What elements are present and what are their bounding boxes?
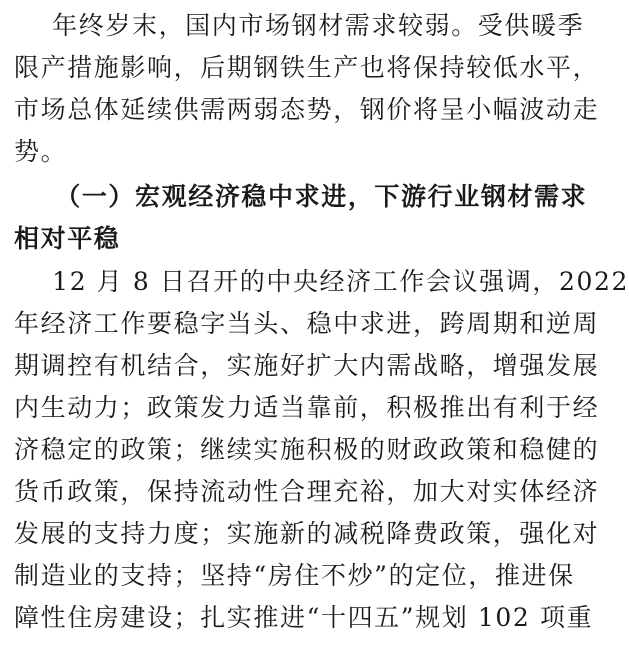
text-line: 济稳定的政策；继续实施积极的财政政策和稳健的 (14, 435, 600, 464)
text-line: 期调控有机结合，实施好扩大内需战略，增强发展 (14, 351, 600, 380)
text-line: 年终岁末，国内市场钢材需求较弱。受供暖季 (14, 11, 585, 40)
text-line: 势。 (14, 137, 68, 166)
heading-line: （一）宏观经济稳中求进，下游行业钢材需求 (14, 182, 588, 211)
paragraph-economic-work-conference (14, 261, 629, 639)
heading-line: 相对平稳 (14, 224, 121, 253)
text-line: 发展的支持力度；实施新的减税降费政策，强化对 (14, 519, 600, 548)
text-line: 货币政策，保持流动性合理充裕，加大对实体经济 (14, 477, 600, 506)
section-heading (14, 176, 588, 260)
text-line: 障性住房建设；扎实推进“十四五”规划 102 项重 (14, 603, 594, 632)
text-line: 限产措施影响，后期钢铁生产也将保持较低水平， (14, 53, 600, 82)
text-line: 年经济工作要稳字当头、稳中求进，跨周期和逆周 (14, 309, 600, 338)
document-page (14, 5, 629, 639)
text-line: 制造业的支持；坚持“房住不炒”的定位，推进保 (14, 561, 575, 590)
text-line: 12 月 8 日召开的中央经济工作会议强调，2022 (14, 267, 629, 296)
text-line: 市场总体延续供需两弱态势，钢价将呈小幅波动走 (14, 95, 600, 124)
text-line: 内生动力；政策发力适当靠前，积极推出有利于经 (14, 393, 600, 422)
paragraph-steel-demand (14, 5, 600, 173)
